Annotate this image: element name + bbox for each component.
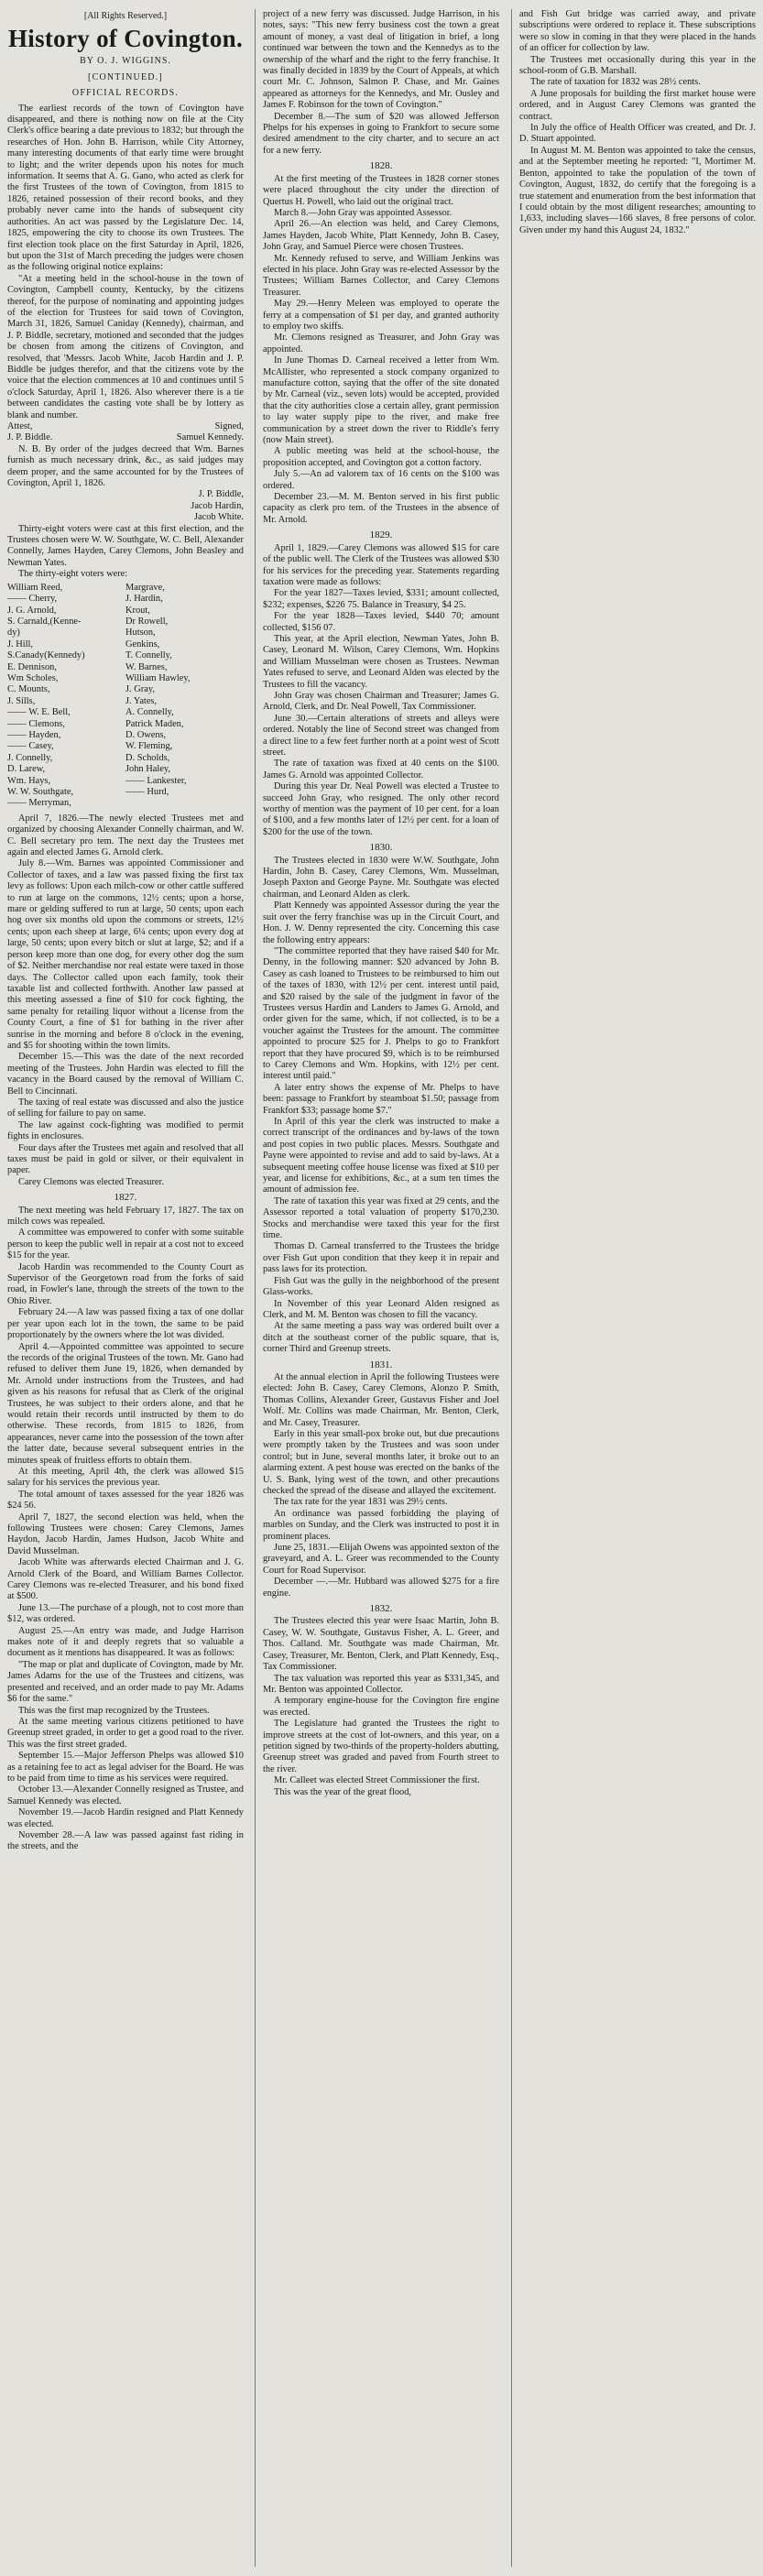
paragraph: In July the office of Health Officer was created, and Dr. J. D. Stuart appointed. xyxy=(519,123,756,145)
year-heading: 1830. xyxy=(369,842,393,854)
voter-row xyxy=(7,707,244,718)
voter-name: Wm Scholes, xyxy=(7,672,59,683)
voter-name: D. Scholds, xyxy=(125,752,170,763)
voter-name: John Haley, xyxy=(125,764,170,775)
paragraph: A public meeting was held at the school-house, the proposition accepted, and Covington got a cotton factory. xyxy=(263,446,499,468)
column-3 xyxy=(519,9,756,440)
paragraph: The tax valuation was reported this year as $331,345, and Mr. Benton was appointed Collector. xyxy=(263,1673,499,1695)
paragraph: November 19.—Jacob Hardin resigned and Platt Kennedy was elected. xyxy=(7,1807,244,1829)
paragraph: A committee was empowered to confer with some suitable person to keep the public well in repair at a cost not to exceed $15 for the year. xyxy=(7,1228,244,1261)
paragraph: The rate of taxation for 1832 was 28½ cents. xyxy=(530,77,701,88)
paragraph: December 8.—The sum of $20 was allowed Jefferson Phelps for his expenses in going to Frankfort to secure some desired amendment to the city charter, and to secure an act for a new ferry. xyxy=(263,111,499,156)
paragraph: In August M. M. Benton was appointed to take the census, and at the September meeting he reported: "I, Mortimer M. Benton, appointed to take the population of the town of Covington, August, 1832, do certify that the foregoing is a true statement and enumeration from the best information that I could obtain by the most diligent researches; amounting to 1,633, including slaves—166 slaves, 8 free persons of color. Given under my hand this August 24, 1832." xyxy=(519,145,756,235)
paragraph: May 29.—Henry Meleen was employed to operate the ferry at a compensation of $1 per day, and granted authority to employ two skiffs. xyxy=(263,299,499,332)
paragraph: This was the year of the great flood, xyxy=(274,1786,412,1797)
voter-row xyxy=(7,650,244,661)
paragraph: The earliest records of the town of Covington have disappeared, and there is nothing now on file at the City Clerk's office bearing a date previous to 1832; but through the researches of Hon. John B. Harrison, while City Attorney, many interesting documents of that early time were brought to light; and the writer depends upon his notes for much information. It seems that A. G. Gano, who acted as clerk for the first Trustees of the town of Covington, from 1815 to 1826, retained possession of their record books, and they probably never came into the hands of subsequent city authorities. An act was passed by the Legislature Dec. 14, 1825, empowering the city to choose its own Trustees. The first election took place on the first Saturday in April, 1826, but upon the 31st of March preceding the judges were chosen as the following original notice explains: xyxy=(7,103,244,273)
paragraph: February 24.—A law was passed fixing a tax of one dollar per year upon each lot in the town, the same to be paid proportionately by the owners where the lot was divided. xyxy=(7,1307,244,1341)
voter-row xyxy=(7,617,244,628)
paragraph: Thomas D. Carneal transferred to the Trustees the bridge over Fish Gut upon condition that they keep it in repair and pass laws for its protection. xyxy=(263,1241,499,1275)
paragraph: project of a new ferry was discussed. Judge Harrison, in his notes, says: "This new ferry business cost the town a great amount of money, a vast deal of litigation in brief, a long continued war between the town and the Kennedys as to the ownership of the wharf and the right to the ferry franchise. It was finally decided in 1839 by the Court of Appeals, at which court Mr. C. Johnson, Salmon P. Chase, and Mr. Gaines appeared as attorneys for the Kennedys, and Mr. Ousley and James F. Robinson for the town of Covington." xyxy=(263,9,499,111)
paragraph: N. B. By order of the judges decreed that Wm. Barnes furnish as much necessary drink, &c., as said judges may deem proper, and the same accounted for by the Trustees of Covington, April 1, 1826. xyxy=(7,443,244,489)
voter-name: S. Carnald,(Kenne- xyxy=(7,616,82,627)
voter-name: Hutson, xyxy=(125,628,156,639)
paragraph: "At a meeting held in the school-house in the town of Covington, Campbell county, Kentucky, by the citizens thereof, for the purpose of nominating and appointing judges of the election for Trustees for said town of Covington, March 31, 1826, Samuel Caniday (Kennedy), chairman, and J. P. Biddle, secretary, motioned and seconded that the judges be chosen from among the citizens of Covington, and resolved, that 'Messrs. Jacob White, Jacob Hardin and J. P. Biddle be judges therefor, and that the citizens vote by the voice that the election commences at 10 and continues until 5 o'clock Saturday, April 1, 1826. Also wherever there is a tie between candidates the casting vote shall be by lottery as blank and number. xyxy=(7,273,244,420)
voter-row xyxy=(7,798,244,809)
voter-row xyxy=(7,730,244,741)
paragraph: Early in this year small-pox broke out, but due precautions were promptly taken by the Trustees and was soon under control; but in June, several months later, it broke out to an alarming extent. A pest house was erected on the banks of the U. S. Bank, lying west of the town, and other precautions checked the spread of the disease and allayed the excitement. xyxy=(263,1428,499,1496)
voter-name: D. Owens, xyxy=(125,729,167,740)
voter-row xyxy=(7,776,244,787)
column-rule xyxy=(511,9,512,2567)
voter-name: J. Connelly, xyxy=(7,752,53,763)
quoted-paragraph: "The committee reported that they have raised $40 for Mr. Denny, in the following manner: $20 advanced by John B. Casey as cash loaned to Trustees to be reimbursed to him out of the taxes of 1830, with 12½ per cent. interest until paid, and $20 raised by the sale of the judgment in favor of the Trustees versus Hardin and Landers to James G. Arnold, and order given for the same, which, if not collected, is to be a voucher against the Trustees for the amount. The committee appointed to procure $25 for J. Phelps to go to Frankfort report that they have procured $9, which is to be reimbursed to Carey Clemons and Wm. Hopkins, with 12½ per cent. interest until paid." xyxy=(263,945,499,1082)
paragraph: July 8.—Wm. Barnes was appointed Commissioner and Collector of taxes, and a law was passed fixing the first tax levy as follows: Upon each milch-cow or other cattle suffered to run at large on the commons, 12½ cents; upon a horse, mare or gelding suffered to run at large, 50 cents; upon each hog over six months old upon the commons or streets, 12½ cents; upon each sheep at large, 6¼ cents; upon every dog at large, 50 cents; upon every bitch or slut at large, $2; and if a person keep more than one dog, for every other dog the sum of $2. Neither merchandise nor real estate were taxed in those days. The Collector called upon each family, took their taxable list and collected forthwith. Another law passed at this meeting assessed a fine of $10 for cock fighting, the same penalty for retailing liquor without a license from the County Court, a fine of $1 for bathing in the river after sunrise in the morning and before 8 o'clock in the evening, and $5 for shooting within the town limits. xyxy=(7,858,244,1051)
paragraph: December —.—Mr. Hubbard was allowed $275 for a fire engine. xyxy=(263,1577,499,1599)
paragraph: The tax rate for the year 1831 was 29½ cents. xyxy=(274,1497,448,1508)
voter-list xyxy=(7,583,244,810)
voter-row xyxy=(7,741,244,752)
paragraph: June 30.—Certain alterations of streets and alleys were ordered. Notably the line of Second street was changed from a direct line to a few feet further north at a point west of Scott street. xyxy=(263,713,499,758)
year-heading: 1829. xyxy=(369,529,393,541)
signature-line xyxy=(7,421,244,432)
paragraph: At the first meeting of the Trustees in 1828 corner stones were placed throughout the city under the direction of Quertus H. Powell, who laid out the original tract. xyxy=(263,173,499,207)
voter-name: Krout, xyxy=(125,605,150,616)
paragraph: This was the first map recognized by the Trustees. xyxy=(18,1705,210,1716)
paragraph: July 5.—An ad valorem tax of 16 cents on the $100 was ordered. xyxy=(263,469,499,491)
paragraph: For the year 1828—Taxes levied, $440 70; amount collected, $156 07. xyxy=(263,611,499,633)
paragraph: The rate of taxation was fixed at 40 cents on the $100. James G. Arnold was appointed Collector. xyxy=(263,759,499,780)
column-1 xyxy=(7,9,244,2567)
paragraph: November 28.—A law was passed against fast riding in the streets, and the xyxy=(7,1829,244,1852)
paragraph: September 15.—Major Jefferson Phelps was allowed $10 as a retaining fee to act as legal adviser for the Board. He was to be paid from time to time as his services were required. xyxy=(7,1751,244,1784)
year-heading: 1832. xyxy=(369,1603,393,1615)
signature: J. P. Biddle, xyxy=(198,489,244,500)
voter-name: A. Connelly, xyxy=(125,707,174,718)
voter-name: S.Canady(Kennedy) xyxy=(7,650,85,661)
paragraph: April 4.—Appointed committee was appointed to secure the records of the original Trustees of the town. Mr. Gano had refused to deliver them June 19, 1826, when demanded by Mr. Arnold under instructions from the Trustees, and had given as his reasons for refusal that as Clerk of the original Trustees, he was subject to their orders alone, and that he would retain their records until instructed by them to do otherwise. These records, from 1815 to 1826, from appearances, never came into the possession of the town after the latter date, because several subsequent entries in the minutes speak of fruitless efforts to obtain them. xyxy=(7,1341,244,1466)
voter-row xyxy=(7,787,244,798)
paragraph: The thirty-eight voters were: xyxy=(18,569,128,580)
voter-name: Dr Rowell, xyxy=(125,616,169,627)
voter-row xyxy=(7,583,244,594)
paragraph: This year, at the April election, Newman Yates, John B. Casey, Leonard M. Wilson, Carey Clemons, Wm. Hopkins and William Musselman were chosen as Trustees. Newman Yates refused to serve, and Leonard Alden was elected by the Trustees to fill the vacancy. xyxy=(263,633,499,690)
voter-row xyxy=(7,764,244,775)
voter-name: J. Gray, xyxy=(125,684,155,695)
voter-row xyxy=(7,594,244,605)
voter-name: —— Hurd, xyxy=(125,787,169,797)
voter-name: J. G. Arnold, xyxy=(7,605,57,616)
paragraph: At the annual election in April the following Trustees were elected: John B. Casey, Carey Clemons, Alonzo P. Smith, Thomas Collins, Alexander Greer, Gustavus Fisher and Joel Wolf. Mr. Collins was made Chairman, Mr. Benton, Clerk, and Mr. Casey, Treasurer. xyxy=(263,1371,499,1428)
voter-name: Genkins, xyxy=(125,639,160,649)
column-rule xyxy=(255,9,256,2567)
byline: BY O. J. WIGGINS. xyxy=(80,56,171,67)
paragraph: At the same meeting a pass way was ordered built over a ditch at the southeast corner of the public square, that is, corner Third and Greenup streets. xyxy=(263,1321,499,1355)
year-heading: 1828. xyxy=(369,160,393,172)
voter-name: —— Hayden, xyxy=(7,729,61,740)
voter-name: —— Lankester, xyxy=(125,775,187,786)
article-title: History of Covington. xyxy=(7,25,244,53)
paragraph: and Fish Gut bridge was carried away, and private subscriptions were ordered to replace it. These subscriptions were so slow in coming in that they were placed in the hands of an officer for collection by law. xyxy=(519,9,756,54)
voter-name: T. Connelly, xyxy=(125,650,172,661)
voter-name: W. Barnes, xyxy=(125,661,168,672)
voter-row xyxy=(7,628,244,639)
voter-name: W. Fleming, xyxy=(125,741,173,752)
voter-name: William Reed, xyxy=(7,582,63,593)
paragraph: Mr. Clemons resigned as Treasurer, and John Gray was appointed. xyxy=(263,333,499,355)
paragraph: April 7, 1826.—The newly elected Trustees met and organized by choosing Alexander Connelly chairman, and W. C. Bell secretary pro tem. The next day the Trustees met again and elected James G. Arnold clerk. xyxy=(7,813,244,858)
voter-row xyxy=(7,719,244,730)
paragraph: A temporary engine-house for the Covington fire engine was erected. xyxy=(263,1696,499,1718)
voter-name: D. Larew, xyxy=(7,764,46,775)
voter-name: William Hawley, xyxy=(125,672,191,683)
signature: Jacob White. xyxy=(193,512,244,523)
paragraph: In April of this year the clerk was instructed to make a correct transcript of the ordinances and by-laws of the town and post copies in two public places. Messrs. Southgate and Payne were appointed to revise and add to said by-laws. At a subsequent meeting coffee house license was fixed at $10 per year, and license for exhibitions, &c., at a sum ten times the amount of admission fee. xyxy=(263,1117,499,1195)
voter-row xyxy=(7,753,244,764)
paragraph: August 25.—An entry was made, and Judge Harrison makes note of it and deeply regrets that so valuable a document as it mentions has disappeared. It was as follows: xyxy=(7,1625,244,1659)
year-heading: 1827. xyxy=(114,1192,137,1204)
paragraph: The Trustees elected in 1830 were W.W. Southgate, John Hardin, John B. Casey, Carey Clemons, Wm. Musselman, Joseph Paxton and George Payne. Mr. Southgate was elected chairman, and Leonard Alden as clerk. xyxy=(263,855,499,900)
voter-name: J. Hardin, xyxy=(125,594,163,605)
paragraph: The Trustees elected this year were Isaac Martin, John B. Casey, W. W. Southgate, Gustavus Fisher, A. L. Greer, and Thos. Calland. Mr. Southgate was made Chairman, Mr. Casey, Treasurer, Mr. Benton, Clerk, and Platt Kennedy, Esq., Tax Commissioner. xyxy=(263,1616,499,1673)
voter-row xyxy=(7,639,244,650)
paragraph: April 26.—An election was held, and Carey Clemons, James Hayden, Jacob White, Platt Kennedy, John B. Casey, John Gray, and Samuel Pierce were chosen Trustees. xyxy=(263,219,499,253)
voter-row xyxy=(7,673,244,684)
voter-name: Margrave, xyxy=(125,582,165,593)
year-heading: 1831. xyxy=(369,1359,393,1370)
voter-name: Patrick Maden, xyxy=(125,718,184,729)
paragraph: Mr. Kennedy refused to serve, and William Jenkins was elected in his place. John Gray was re-elected Assessor by the Trustees; William Barnes Collector, and Carey Clemons Treasurer. xyxy=(263,253,499,298)
paragraph: A later entry shows the expense of Mr. Phelps to have been: passage to Frankfort by steamboat $1.50; passage from Frankfort $33; passage home $7." xyxy=(263,1082,499,1116)
voter-name: J. Yates, xyxy=(125,695,158,706)
voter-name: J. Sills, xyxy=(7,695,36,706)
voter-row xyxy=(7,696,244,707)
paragraph: A June proposals for building the first market house were ordered, and in August Carey Clemons was granted the contract. xyxy=(519,88,756,122)
paragraph: In November of this year Leonard Alden resigned as Clerk, and M. M. Benton was chosen to fill the vacancy. xyxy=(263,1298,499,1320)
paragraph: The total amount of taxes assessed for the year 1826 was $24 56. xyxy=(7,1489,244,1512)
signature: Samuel Kennedy. xyxy=(176,432,244,443)
voter-row xyxy=(7,684,244,695)
signature: J. P. Biddle. xyxy=(7,432,53,443)
voter-name: J. Hill, xyxy=(7,639,34,649)
paragraph: The rate of taxation this year was fixed at 29 cents, and the Assessor reported a total valuation of property $170,230. Stocks and merchandise were taxed this year for the first time. xyxy=(263,1195,499,1241)
paragraph: Fish Gut was the gully in the neighborhood of the present Glass-works. xyxy=(263,1275,499,1298)
paragraph: Jacob Hardin was recommended to the County Court as Supervisor of the Georgetown road from the forks of said road, in Fowler's lane, through the streets of the town to the Ohio River. xyxy=(7,1261,244,1306)
paragraph: December 15.—This was the date of the next recorded meeting of the Trustees. John Hardin was elected to fill the vacancy in the Board caused by the removal of William C. Bell to Cincinnati. xyxy=(7,1052,244,1097)
signature: Jacob Hardin, xyxy=(191,500,244,511)
paragraph: June 25, 1831.—Elijah Owens was appointed sexton of the graveyard, and A. L. Greer was recommended to the County Court for Road Supervisor. xyxy=(263,1543,499,1576)
paragraph: The taxing of real estate was discussed and also the justice of selling for failure to pay on same. xyxy=(7,1097,244,1119)
paragraph: During this year Dr. Neal Powell was elected a Trustee to succeed John Gray, who resigned. The only other record worthy of mention was the payment of 10 per cent. for a loan of $100, and a few months later of 12½ per cent. for a loan of $200 for the use of the town. xyxy=(263,781,499,837)
voter-name: Wm. Hays, xyxy=(7,775,51,786)
paragraph: December 23.—M. M. Benton served in his first public capacity as clerk pro tem. of the Trustees in the absence of Mr. Arnold. xyxy=(263,492,499,525)
column-2 xyxy=(263,9,499,2567)
paragraph: June 13.—The purchase of a plough, not to cost more than $12, was ordered. xyxy=(7,1602,244,1625)
paragraph: April 1, 1829.—Carey Clemons was allowed $15 for care of the public well. The Clerk of the Trustees was allowed $30 for his services for the preceding year. Statements regarding taxation were made as follows: xyxy=(263,542,499,587)
paragraph: Jacob White was afterwards elected Chairman and J. G. Arnold Clerk of the Board, and William Barnes Collector. Carey Clemons was re-elected Treasurer, and his bond fixed at $500. xyxy=(7,1557,244,1602)
voter-name: E. Dennison, xyxy=(7,661,57,672)
paragraph: John Gray was chosen Chairman and Treasurer; James G. Arnold, Clerk, and Dr. Neal Powell, Tax Commissioner. xyxy=(263,690,499,713)
paragraph: The Legislature had granted the Trustees the right to improve streets at the cost of lot-owners, and this year, on a petition signed by two-thirds of the property-holders abutting, Greenup street was graded and paved from Fourth street to the river. xyxy=(263,1719,499,1774)
paragraph: An ordinance was passed forbidding the playing of marbles on Sunday, and the Clerk was instructed to post it in prominent places. xyxy=(263,1508,499,1542)
paragraph: In June Thomas D. Carneal received a letter from Wm. McAllister, who represented a stock company organized to manufacture cotton, saying that the offer of the site donated by Mr. Carneal (viz., seven lots) would be accepted, provided that the city authorities close a certain alley, grant permission to lay water supply pipe to the river, and make free communication by a street down the river to Riddle's ferry (now Main street). xyxy=(263,355,499,446)
voter-name: —— Merryman, xyxy=(7,798,71,809)
paragraph: March 8.—John Gray was appointed Assessor. xyxy=(274,207,452,218)
paragraph: Platt Kennedy was appointed Assessor during the year the suit over the ferry franchise was up in the Circuit Court, and Hon. J. W. Denny represented the city. Concerning this case the following entry appears: xyxy=(263,901,499,945)
paragraph: At the same meeting various citizens petitioned to have Greenup street graded, in order to get a good road to the river. This was the first street graded. xyxy=(7,1716,244,1750)
voter-name: W. W. Southgate, xyxy=(7,787,74,797)
signed-label: Signed, xyxy=(214,421,244,431)
attest-label: Attest, xyxy=(7,421,33,431)
paragraph: For the year 1827—Taxes levied, $331; amount collected, $232; expenses, $226 75. Balance in Treasury, $4 25. xyxy=(263,588,499,610)
paragraph: October 13.—Alexander Connelly resigned as Trustee, and Samuel Kennedy was elected. xyxy=(7,1785,244,1806)
voter-name xyxy=(125,798,244,809)
voter-row xyxy=(7,606,244,617)
paragraph: Carey Clemons was elected Treasurer. xyxy=(18,1176,164,1187)
voter-name: —— Clemons, xyxy=(7,718,65,729)
voter-name: dy) xyxy=(7,628,20,639)
paragraph: The next meeting was held February 17, 1827. The tax on milch cows was repealed. xyxy=(7,1205,244,1228)
voter-row xyxy=(7,662,244,673)
section-heading: OFFICIAL RECORDS. xyxy=(71,88,180,99)
paragraph: At this meeting, April 4th, the clerk was allowed $15 salary for his services the previous year. xyxy=(7,1466,244,1489)
paragraph: April 7, 1827, the second election was held, when the following Trustees were chosen: Carey Clemons, James Haydon, Jacob Hardin, James Hudson, Jacob White and David Musselman. xyxy=(7,1512,244,1556)
voter-name: —— Casey, xyxy=(7,741,54,752)
voter-name: —— Cherry, xyxy=(7,594,58,605)
quoted-paragraph: "The map or plat and duplicate of Covington, made by Mr. James Adams for the use of the Trustees and citizens, was presented and received, and an order made to pay Mr. Adams $6 for the same." xyxy=(7,1659,244,1705)
paragraph: Mr. Calleet was elected Street Commissioner the first. xyxy=(274,1775,480,1786)
continued-label: [CONTINUED.] xyxy=(88,71,163,82)
paragraph: The Trustees met occasionally during this year in the school-room of G.B. Marshall. xyxy=(519,54,756,77)
paragraph: Thirty-eight voters were cast at this first election, and the Trustees chosen were W. W. Southgate, W. C. Bell, Alexander Connelly, James Hayden, Carey Clemons, John Beasley and Newman Yates. xyxy=(7,523,244,568)
rights-notice: [All Rights Reserved.] xyxy=(83,11,168,21)
paragraph: Four days after the Trustees met again and resolved that all taxes must be paid in gold or silver, or their equivalent in paper. xyxy=(7,1142,244,1176)
voter-name: C. Mounts, xyxy=(7,684,50,695)
signature-line xyxy=(7,432,244,443)
voter-name: —— W. E. Bell, xyxy=(7,707,71,718)
paragraph: The law against cock-fighting was modified to permit fights in enclosures. xyxy=(7,1119,244,1142)
